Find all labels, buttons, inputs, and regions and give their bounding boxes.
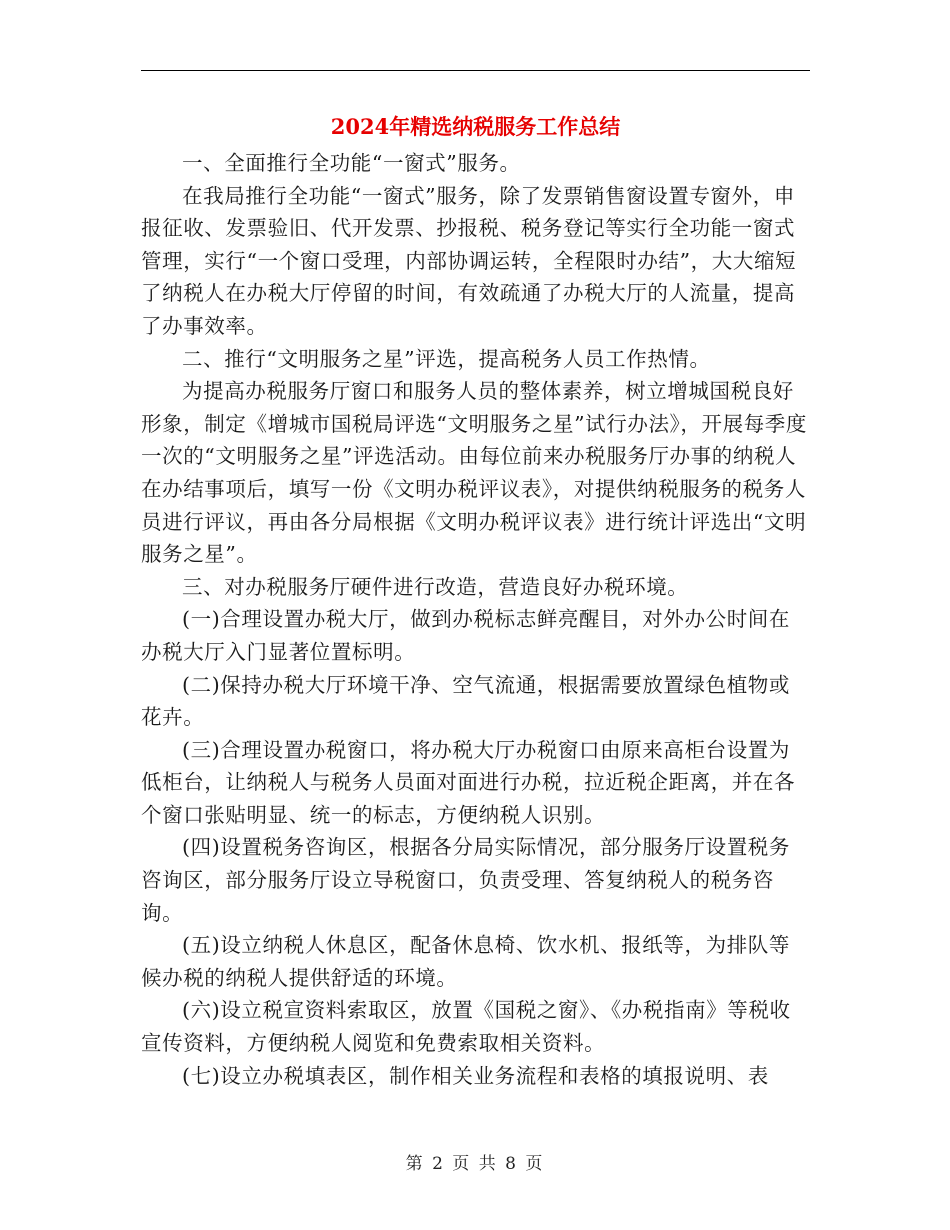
document-title: 2024年精选纳税服务工作总结 [330,114,621,139]
list-item: (四)设置税务咨询区，根据各分局实际情况，部分服务厅设置税务咨询区，部分服务厅设立导税窗口，负责受理、答复纳税人的税务咨询。 [141,835,790,925]
list-item: (三)合理设置办税窗口，将办税大厅办税窗口由原来高柜台设置为低柜台，让纳税人与税务人员面对面进行办税，拉近税企距离，并在各个窗口张贴明显、统一的标志，方便纳税人识别。 [141,737,796,827]
list-item: (七)设立办税填表区，制作相关业务流程和表格的填报说明、表 [182,1063,769,1088]
list-item: (二)保持办税大厅环境干净、空气流通，根据需要放置绿色植物或花卉。 [141,672,790,730]
section-heading: 二、推行“文明服务之星”评选，提高税务人员工作热情。 [182,346,711,371]
body-paragraph: 为提高办税服务厅窗口和服务人员的整体素养，树立增城国税良好形象，制定《增城市国税局评选“文明服务之星”试行办法》，开展每季度一次的“文明服务之星”评选活动。由每位前来办税服务厅办事的纳税人在办结事项后，填写一份《文明办税评议表》，对提供纳税服务的税务人员进行评议，再由各分局根据《文明办税评议表》进行统计评选出“文明服务之星”。 [141,379,808,567]
document-body [141,147,810,1092]
section-heading: 三、对办税服务厅硬件进行改造，营造良好办税环境。 [182,574,689,599]
page-number: 第 2 页 共 8 页 [405,1154,545,1174]
list-item: (一)合理设置办税大厅，做到办税标志鲜亮醒目，对外办公时间在办税大厅入门显著位置标明。 [141,607,790,664]
section-heading: 一、全面推行全功能“一窗式”服务。 [182,151,521,175]
list-item: (五)设立纳税人休息区，配备休息椅、饮水机、报纸等，为排队等候办税的纳税人提供舒适的环境。 [141,933,790,990]
header-rule [141,70,810,71]
body-paragraph: 在我局推行全功能“一窗式”服务，除了发票销售窗设置专窗外，申报征收、发票验旧、代开发票、抄报税、税务登记等实行全功能一窗式管理，实行“一个窗口受理，内部协调运转，全程限时办结”，大大缩短了纳税人在办税大厅停留的时间，有效疏通了办税大厅的人流量，提高了办事效率。 [141,183,797,338]
list-item: (六)设立税宣资料索取区，放置《国税之窗》、《办税指南》等税收宣传资料，方便纳税人阅览和免费索取相关资料。 [141,998,791,1056]
